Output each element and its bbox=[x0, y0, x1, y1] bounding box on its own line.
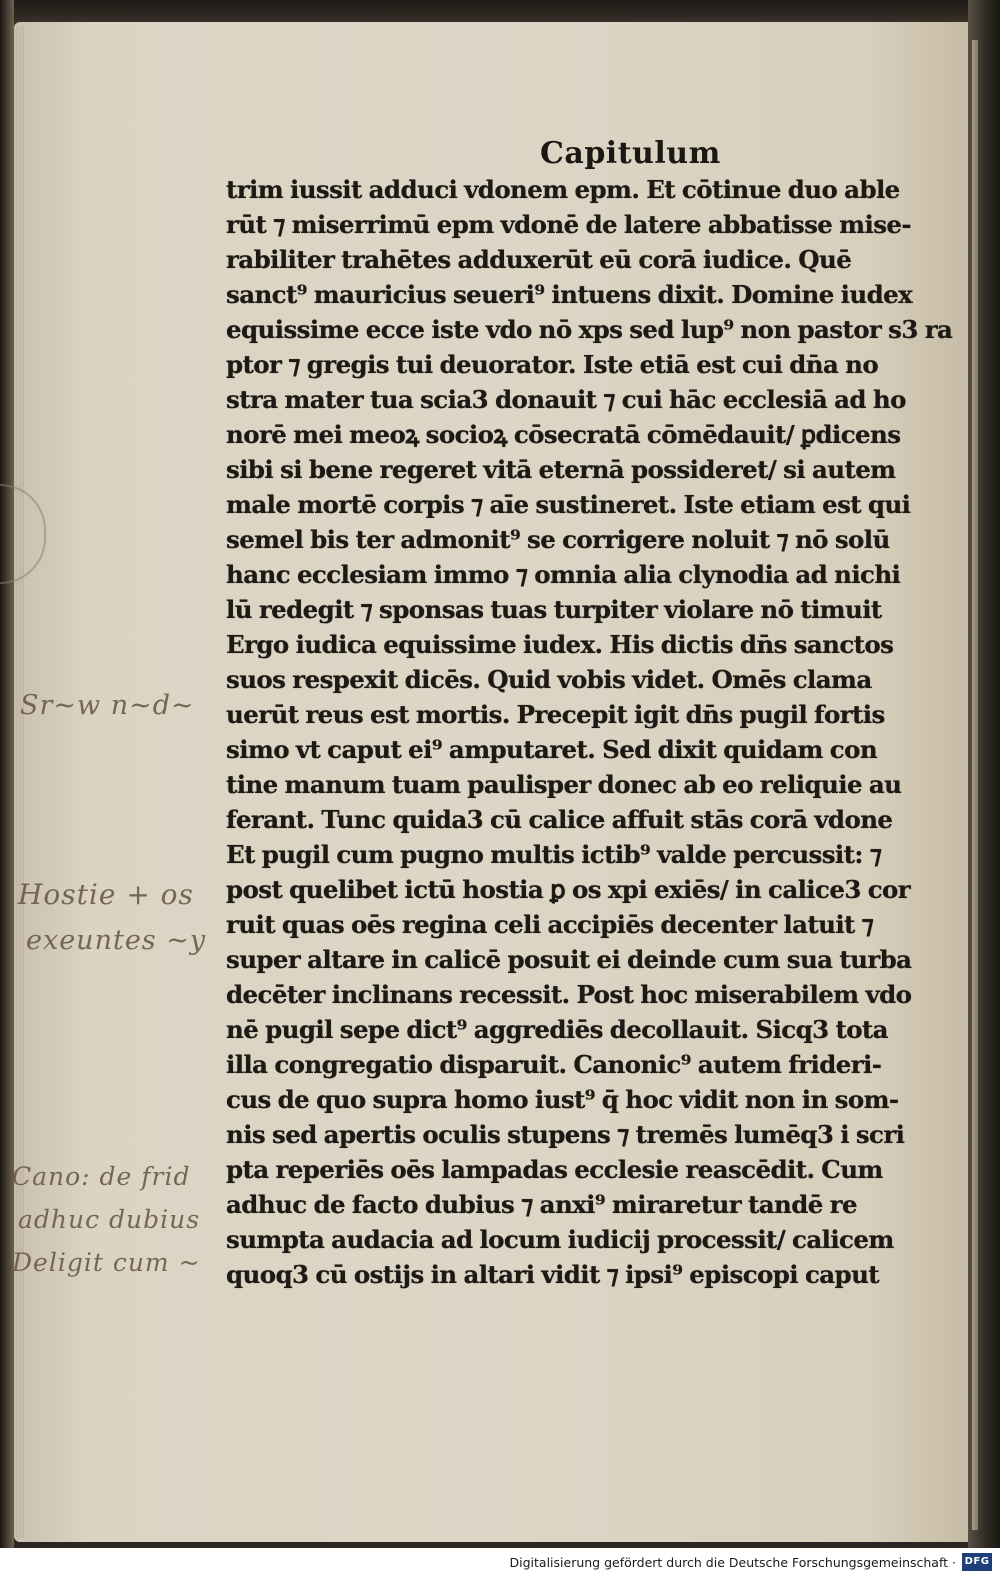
text-line: illa congregatio disparuit. Canonic⁹ autem frideri- bbox=[226, 1050, 882, 1079]
margin-note: Hostie + os bbox=[18, 878, 194, 911]
text-line: lū redegit ⁊ sponsas tuas turpiter violare nō timuit bbox=[226, 595, 882, 624]
right-leaf-edge bbox=[972, 40, 978, 1530]
text-line: tine manum tuam paulisper donec ab eo reliquie au bbox=[226, 770, 902, 799]
text-line: post quelibet ictū hostia ꝑ os xpi exiēs/ in calice3 cor bbox=[226, 875, 911, 904]
page-edge bbox=[14, 26, 24, 1538]
text-line: nē pugil sepe dict⁹ aggrediēs decollauit. Sicq3 tota bbox=[226, 1015, 888, 1044]
text-line: ferant. Tunc quida3 cū calice affuit stās corā vdone bbox=[226, 805, 893, 834]
margin-note: Sr~w n~d~ bbox=[20, 690, 195, 721]
margin-note: Cano: de frid bbox=[12, 1162, 191, 1191]
footer-credit: Digitalisierung gefördert durch die Deutsche Forschungsgemeinschaft · bbox=[509, 1555, 956, 1570]
text-line: trim iussit adduci vdonem epm. Et cōtinue duo able bbox=[226, 175, 900, 204]
text-line: equissime ecce iste vdo nō xps sed lup⁹ non pastor s3 ra bbox=[226, 315, 953, 344]
margin-note: Deligit cum ~ bbox=[12, 1248, 201, 1277]
text-line: nis sed apertis oculis stupens ⁊ tremēs lumēq3 i scri bbox=[226, 1120, 905, 1149]
text-line: rabiliter trahētes adduxerūt eū corā iudice. Quē bbox=[226, 245, 852, 274]
text-line: adhuc de facto dubius ⁊ anxi⁹ miraretur tandē re bbox=[226, 1190, 857, 1219]
text-line: hanc ecclesiam immo ⁊ omnia alia clynodia ad nichi bbox=[226, 560, 901, 589]
text-line: simo vt caput ei⁹ amputaret. Sed dixit quidam con bbox=[226, 735, 878, 764]
text-line: stra mater tua scia3 donauit ⁊ cui hāc ecclesiā ad ho bbox=[226, 385, 906, 414]
text-line: pta reperiēs oēs lampadas ecclesie reascēdit. Cum bbox=[226, 1155, 883, 1184]
text-line: decēter inclinans recessit. Post hoc miserabilem vdo bbox=[226, 980, 912, 1009]
text-line: rūt ⁊ miserrimū epm vdonē de latere abbatisse mise- bbox=[226, 210, 911, 239]
text-line: sibi si bene regeret vitā eternā possideret/ si autem bbox=[226, 455, 896, 484]
text-line: Ergo iudica equissime iudex. His dictis dn̄s sanctos bbox=[226, 630, 894, 659]
body-text bbox=[226, 172, 966, 1292]
book-spine bbox=[0, 0, 14, 1578]
text-line: uerūt reus est mortis. Precepit igit dn̄s pugil fortis bbox=[226, 700, 885, 729]
text-line: norē mei meoꝝ socioꝝ cōsecratā cōmēdauit/ ꝑdicens bbox=[226, 420, 901, 449]
margin-note: adhuc dubius bbox=[18, 1205, 201, 1234]
text-line: sumpta audacia ad locum iudicij processit/ calicem bbox=[226, 1225, 894, 1254]
margin-note: exeuntes ~y bbox=[26, 925, 207, 956]
text-line: sanct⁹ mauricius seueri⁹ intuens dixit. Domine iudex bbox=[226, 280, 913, 309]
text-line: quoq3 cū ostijs in altari vidit ⁊ ipsi⁹ episcopi caput bbox=[226, 1260, 879, 1289]
text-line: cus de quo supra homo iust⁹ q̄ hoc vidit non in som- bbox=[226, 1085, 899, 1114]
text-line: semel bis ter admonit⁹ se corrigere noluit ⁊ nō solū bbox=[226, 525, 890, 554]
text-line: ptor ⁊ gregis tui deuorator. Iste etiā est cui dn̄a no bbox=[226, 350, 879, 379]
text-line: ruit quas oēs regina celi accipiēs decenter latuit ⁊ bbox=[226, 910, 874, 939]
page-heading: Capitulum bbox=[540, 136, 721, 171]
text-line: suos respexit dicēs. Quid vobis videt. Omēs clama bbox=[226, 665, 872, 694]
text-line: super altare in calicē posuit ei deinde cum sua turba bbox=[226, 945, 912, 974]
dfg-logo: DFG bbox=[962, 1553, 992, 1571]
text-line: Et pugil cum pugno multis ictib⁹ valde percussit: ⁊ bbox=[226, 840, 882, 869]
text-line: male mortē corpis ⁊ aīe sustineret. Iste etiam est qui bbox=[226, 490, 911, 519]
